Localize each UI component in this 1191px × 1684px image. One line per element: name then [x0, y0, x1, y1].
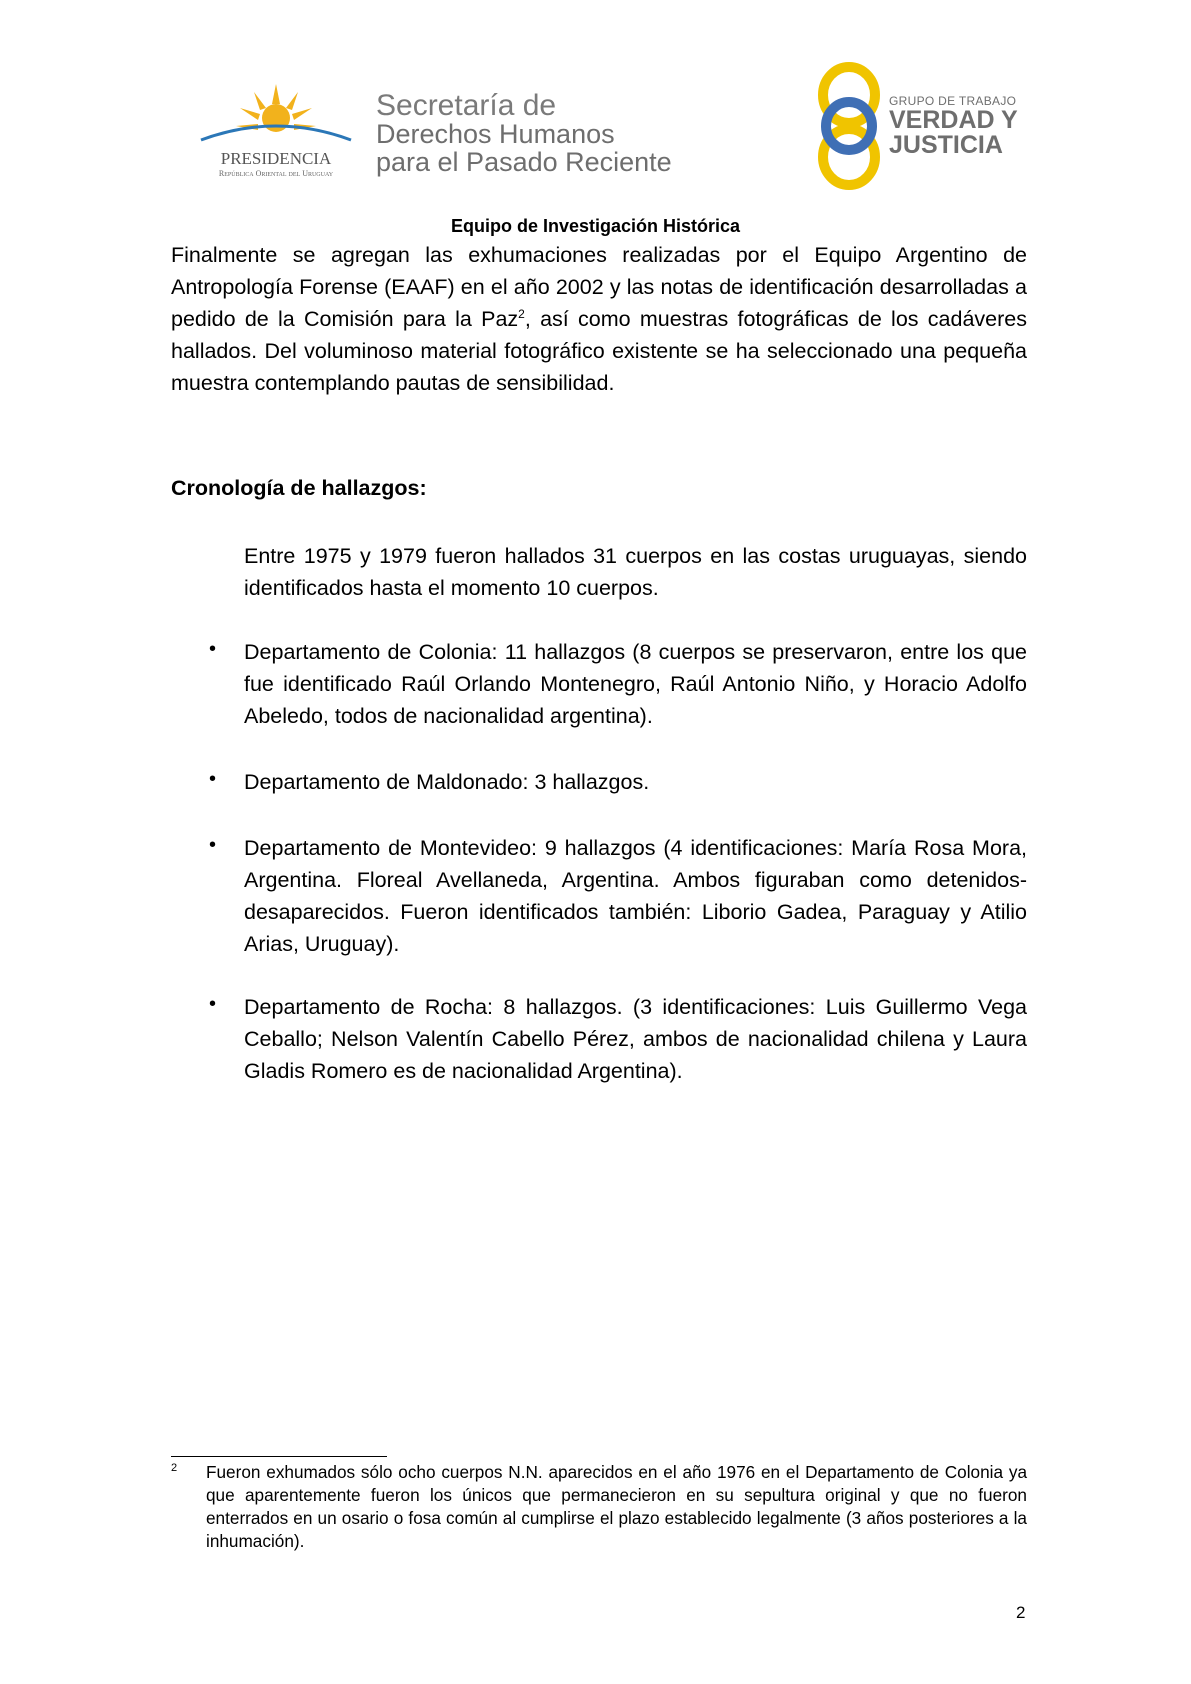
presidencia-name: PRESIDENCIA — [220, 149, 332, 168]
bullet-icon: • — [209, 993, 217, 1015]
list-item-colonia: Departamento de Colonia: 11 hallazgos (8 cuerpos se preservaron, entre los que fue identificado Raúl Orlando Montenegro, Raúl Antonio Niño, y Horacio Adolfo Abeledo, todos de nacionalidad argentina). — [244, 640, 1027, 728]
grupo-line3: JUSTICIA — [889, 131, 1003, 159]
list-item-rocha: Departamento de Rocha: 8 hallazgos. (3 identificaciones: Luis Guillermo Vega Ceballo; Nelson Valentín Cabello Pérez, ambos de nacionalidad chilena y Laura Gladis Romero es de nacionalidad Argentina). — [244, 995, 1027, 1083]
chain-rings-icon — [814, 62, 884, 190]
bullet-icon: • — [209, 768, 217, 790]
bullet-icon: • — [209, 834, 217, 856]
intro-paragraph — [171, 239, 1027, 399]
section-heading: Cronología de hallazgos: — [171, 476, 427, 500]
verdad-justicia-text — [889, 94, 1018, 158]
secretaria-logo-text — [376, 89, 672, 177]
footnote-number: 2 — [171, 1462, 178, 1474]
intro-text-before: Finalmente se agregan las exhumaciones realizadas por el Equipo Argentino de Antropología Forense (EAAF) en el año 2002 y las notas de identificación desarrolladas a pedido de la Comisión para la Paz — [171, 243, 1027, 331]
grupo-line1: GRUPO DE TRABAJO — [889, 94, 1017, 108]
verdad-justicia-logo — [814, 62, 884, 195]
grupo-line2: VERDAD Y — [889, 106, 1018, 134]
list-item-montevideo: Departamento de Montevideo: 9 hallazgos (4 identificaciones: María Rosa Mora, Argentina. Floreal Avellaneda, Argentina. Ambos figuraban como detenidos-desaparecidos. Fueron identificados también: Liborio Gadea, Paraguay y Atilio Arias, Uruguay). — [244, 836, 1027, 956]
presidencia-subtitle: República Oriental del Uruguay — [218, 169, 334, 178]
doc-title: Equipo de Investigación Histórica — [450, 216, 741, 236]
footnote-ref[interactable]: 2 — [518, 306, 525, 321]
footnote-text: Fueron exhumados sólo ocho cuerpos N.N. aparecidos en el año 1976 en el Departamento de Colonia ya que aparentemente fueron los únicos que permanecieron en su sepultura original y que no fueron enterrados en un osario o fosa común al cumplirse el plazo establecido legalmente (3 años posteriores a la inhumación). — [206, 1462, 1027, 1551]
secretaria-line3: para el Pasado Reciente — [376, 147, 672, 177]
page-number: 2 — [1016, 1603, 1026, 1622]
list-item-maldonado: Departamento de Maldonado: 3 hallazgos. — [244, 770, 650, 794]
summary-paragraph: Entre 1975 y 1979 fueron hallados 31 cuerpos en las costas uruguayas, siendo identificados hasta el momento 10 cuerpos. — [244, 544, 1027, 600]
bullet-icon: • — [209, 638, 217, 660]
footnote-separator — [171, 1456, 387, 1457]
presidencia-logo — [196, 82, 356, 177]
intro-text-after: , así como muestras fotográficas de los cadáveres hallados. Del voluminoso material fotográfico existente se ha seleccionado una pequeña muestra contemplando pautas de sensibilidad. — [171, 307, 1027, 395]
secretaria-line1: Secretaría de — [376, 89, 557, 122]
sun-icon — [196, 82, 356, 142]
secretaria-line2: Derechos Humanos — [376, 119, 615, 149]
